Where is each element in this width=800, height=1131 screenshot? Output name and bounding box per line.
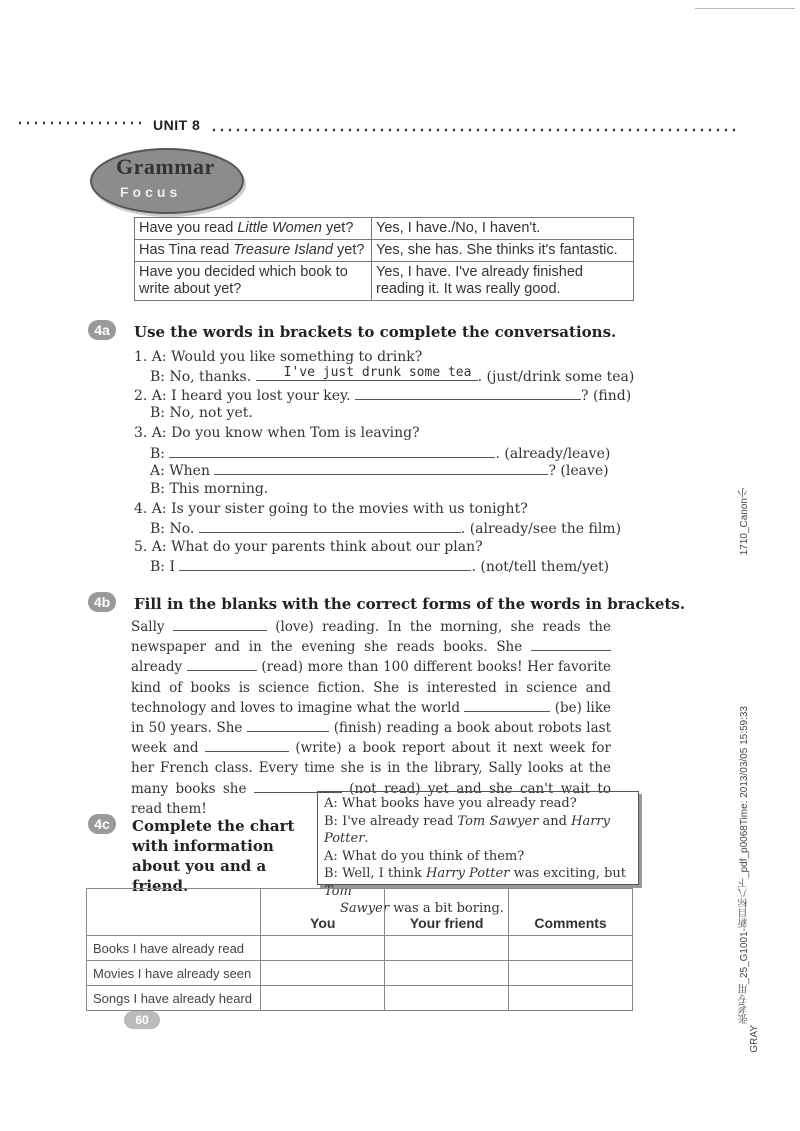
answer-blank[interactable] bbox=[247, 719, 329, 732]
chart-cell[interactable] bbox=[261, 961, 385, 986]
ex4a-line: B: This morning. bbox=[150, 481, 269, 497]
answer-blank[interactable] bbox=[173, 618, 267, 631]
margin-label-middle: 张老专用_25_G1001-新目标八下_pdf_p0068Time: 2013/03/05 15:59:33 bbox=[739, 706, 750, 1024]
grammar-answer: Yes, I have. I've already finished reading it. It was really good. bbox=[372, 262, 634, 301]
dialogue-line: B: I've already read Tom Sawyer and Harry Potter. bbox=[324, 813, 610, 846]
answer-blank[interactable] bbox=[256, 365, 478, 381]
answer-blank[interactable] bbox=[355, 387, 581, 400]
grammar-question: Have you read Little Women yet? bbox=[135, 218, 372, 240]
chart-cell[interactable] bbox=[509, 936, 633, 961]
answer-blank[interactable] bbox=[199, 520, 461, 533]
chart-row-label: Movies I have already seen bbox=[87, 961, 261, 986]
ex4a-line: B: I . (not/tell them/yet) bbox=[150, 559, 610, 575]
ex4c-instruction: Complete the chart with information about you and a friend. bbox=[132, 817, 295, 895]
chart-header: You bbox=[261, 889, 385, 936]
answer-blank[interactable] bbox=[187, 658, 257, 671]
table-row bbox=[87, 936, 633, 961]
dotted-rule-right bbox=[212, 128, 737, 132]
chart-cell[interactable] bbox=[261, 986, 385, 1011]
ex4a-line: 5. A: What do your parents think about our plan? bbox=[134, 539, 483, 555]
grammar-question: Have you decided which book to write about yet? bbox=[135, 262, 372, 301]
unit-label: UNIT 8 bbox=[153, 117, 201, 133]
ex4a-line: 4. A: Is your sister going to the movies with us tonight? bbox=[134, 501, 528, 517]
chart-cell[interactable] bbox=[385, 936, 509, 961]
grammar-answer: Yes, she has. She thinks it's fantastic. bbox=[372, 240, 634, 262]
dialogue-line: A: What books have you already read? bbox=[324, 796, 577, 811]
margin-label-top: 1710_Canon小 bbox=[739, 488, 750, 556]
comparison-chart bbox=[86, 888, 633, 1011]
table-row bbox=[87, 961, 633, 986]
sample-answer: I've just drunk some tea bbox=[283, 365, 472, 380]
dialogue-line: B: Well, I think Harry Potter was exciting, but Tom bbox=[324, 866, 626, 899]
table-row bbox=[135, 218, 634, 240]
table-row bbox=[87, 986, 633, 1011]
margin-label-bottom: GRAY bbox=[749, 1025, 760, 1053]
ex4a-line: 2. A: I heard you lost your key. ? (find) bbox=[134, 388, 632, 404]
dialogue-line: A: What do you think of them? bbox=[324, 848, 525, 864]
section-marker-4c: 4c bbox=[88, 814, 116, 834]
chart-header-row bbox=[87, 889, 633, 936]
table-row bbox=[135, 262, 634, 301]
chart-row-label: Books I have already read bbox=[87, 936, 261, 961]
ex4a-line: B: No, not yet. bbox=[150, 405, 253, 421]
ex4a-line: B: No, thanks. I've just drunk some tea . (just/drink some tea) bbox=[150, 365, 635, 385]
ex4a-line: 1. A: Would you like something to drink? bbox=[134, 349, 423, 365]
grammar-table bbox=[134, 217, 634, 301]
ex4a-line: A: When ? (leave) bbox=[150, 463, 609, 479]
ex4a-line: 3. A: Do you know when Tom is leaving? bbox=[134, 425, 420, 441]
answer-blank[interactable] bbox=[169, 445, 495, 458]
chart-corner bbox=[87, 889, 261, 936]
section-marker-4b: 4b bbox=[88, 592, 116, 612]
page-number: 60 bbox=[124, 1011, 160, 1029]
answer-blank[interactable] bbox=[464, 699, 550, 712]
chart-cell[interactable] bbox=[509, 986, 633, 1011]
ex4b-paragraph: Sally (love) reading. In the morning, she reads the newspaper and in the evening she reads books. She already (read) more than 100 different books! Her favorite kind of books is science fiction. She is interested in science and technology and loves to imagine what the world (be) like in 50 years. She (finish) reading a book about robots last week and (write) a book report about it next week for her French class. Every time she is in the library, Sally looks at the many books she (not read) yet and she can't wait to read them! bbox=[131, 619, 612, 817]
chart-cell[interactable] bbox=[385, 986, 509, 1011]
answer-blank[interactable] bbox=[179, 558, 471, 571]
ex4a-line: B: . (already/leave) bbox=[150, 446, 611, 462]
chart-cell[interactable] bbox=[509, 961, 633, 986]
chart-header: Your friend bbox=[385, 889, 509, 936]
ex4a-instruction: Use the words in brackets to complete the conversations. bbox=[134, 323, 617, 341]
answer-blank[interactable] bbox=[205, 739, 289, 752]
answer-blank[interactable] bbox=[214, 462, 548, 475]
top-rule bbox=[695, 8, 795, 9]
grammar-question: Has Tina read Treasure Island yet? bbox=[135, 240, 372, 262]
dotted-rule-left bbox=[18, 120, 146, 126]
grammar-focus-subtitle: Focus bbox=[120, 184, 182, 200]
chart-header: Comments bbox=[509, 889, 633, 936]
answer-blank[interactable] bbox=[531, 638, 611, 651]
grammar-focus-title: Grammar bbox=[116, 154, 215, 179]
ex4a-line: B: No. . (already/see the film) bbox=[150, 521, 622, 537]
section-marker-4a: 4a bbox=[88, 320, 116, 340]
chart-cell[interactable] bbox=[261, 936, 385, 961]
table-row bbox=[135, 240, 634, 262]
ex4b-instruction: Fill in the blanks with the correct forms of the words in brackets. bbox=[134, 595, 686, 613]
dialogue-line: Sawyer was a bit boring. bbox=[340, 901, 504, 916]
chart-cell[interactable] bbox=[385, 961, 509, 986]
dialogue-box bbox=[317, 791, 639, 916]
chart-row-label: Songs I have already heard bbox=[87, 986, 261, 1011]
grammar-answer: Yes, I have./No, I haven't. bbox=[372, 218, 634, 240]
